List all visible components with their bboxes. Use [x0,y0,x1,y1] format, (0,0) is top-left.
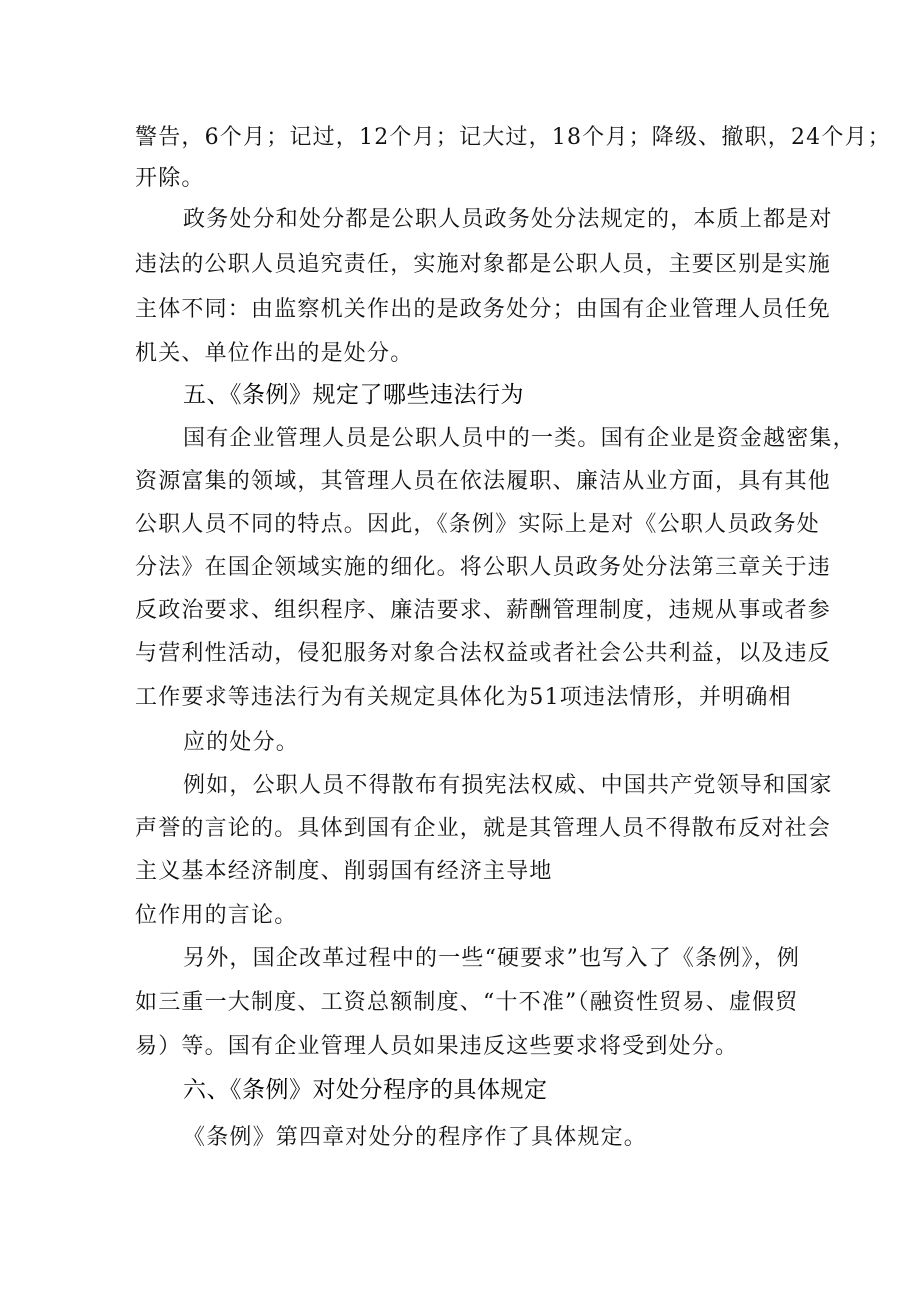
text-line: 分法》在国企领域实施的细化。将公职人员政务处分法第三章关于违 [135,555,832,580]
paragraph-first-line: 政务处分和处分都是公职人员政务处分法规定的，本质上都是对 [183,207,833,232]
text-line: 应的处分。 [183,730,300,755]
text-line: 主体不同：由监察机关作出的是政务处分；由国有企业管理人员任免 [135,297,832,322]
paragraph-first-line: 例如，公职人员不得散布有损宪法权威、中国共产党领导和国家 [183,773,833,798]
paragraph-first-line: 另外，国企改革过程中的一些“硬要求”也写入了《条例》，例 [183,946,801,971]
text-line: 位作用的言论。 [135,903,298,928]
text-line: 开除。 [135,166,205,191]
text-line: 易）等。国有企业管理人员如果违反这些要求将受到处分。 [135,1034,739,1059]
text-line: 机关、单位作出的是处分。 [135,341,414,366]
text-line: 如三重一大制度、工资总额制度、“十不准”（融资性贸易、虚假贸 [135,990,799,1015]
text-line: 反政治要求、组织程序、廉洁要求、薪酬管理制度，违规从事或者参 [135,598,832,623]
text-line: 警告，6个月；记过，12个月；记大过，18个月；降级、撤职，24个月； [135,125,891,150]
paragraph-first-line: 《条例》第四章对处分的程序作了具体规定。 [183,1125,648,1150]
text-line: 资源富集的领域，其管理人员在依法履职、廉洁从业方面，具有其他 [135,469,832,494]
text-line: 声誉的言论的。具体到国有企业，就是其管理人员不得散布反对社会 [135,816,832,841]
text-line: 与营利性活动，侵犯服务对象合法权益或者社会公共利益，以及违反 [135,641,832,666]
text-line: 公职人员不同的特点。因此，《条例》实际上是对《公职人员政务处 [135,512,821,537]
section-heading-5: 五、《条例》规定了哪些违法行为 [183,382,524,408]
text-line: 工作要求等违法行为有关规定具体化为51项违法情形，并明确相 [135,685,792,710]
section-heading-6: 六、《条例》对处分程序的具体规定 [183,1077,548,1103]
text-line: 违法的公职人员追究责任，实施对象都是公职人员，主要区别是实施 [135,252,832,277]
paragraph-first-line: 国有企业管理人员是公职人员中的一类。国有企业是资金越密集， [183,426,856,451]
text-line: 主义基本经济制度、削弱国有经济主导地 [135,859,553,884]
